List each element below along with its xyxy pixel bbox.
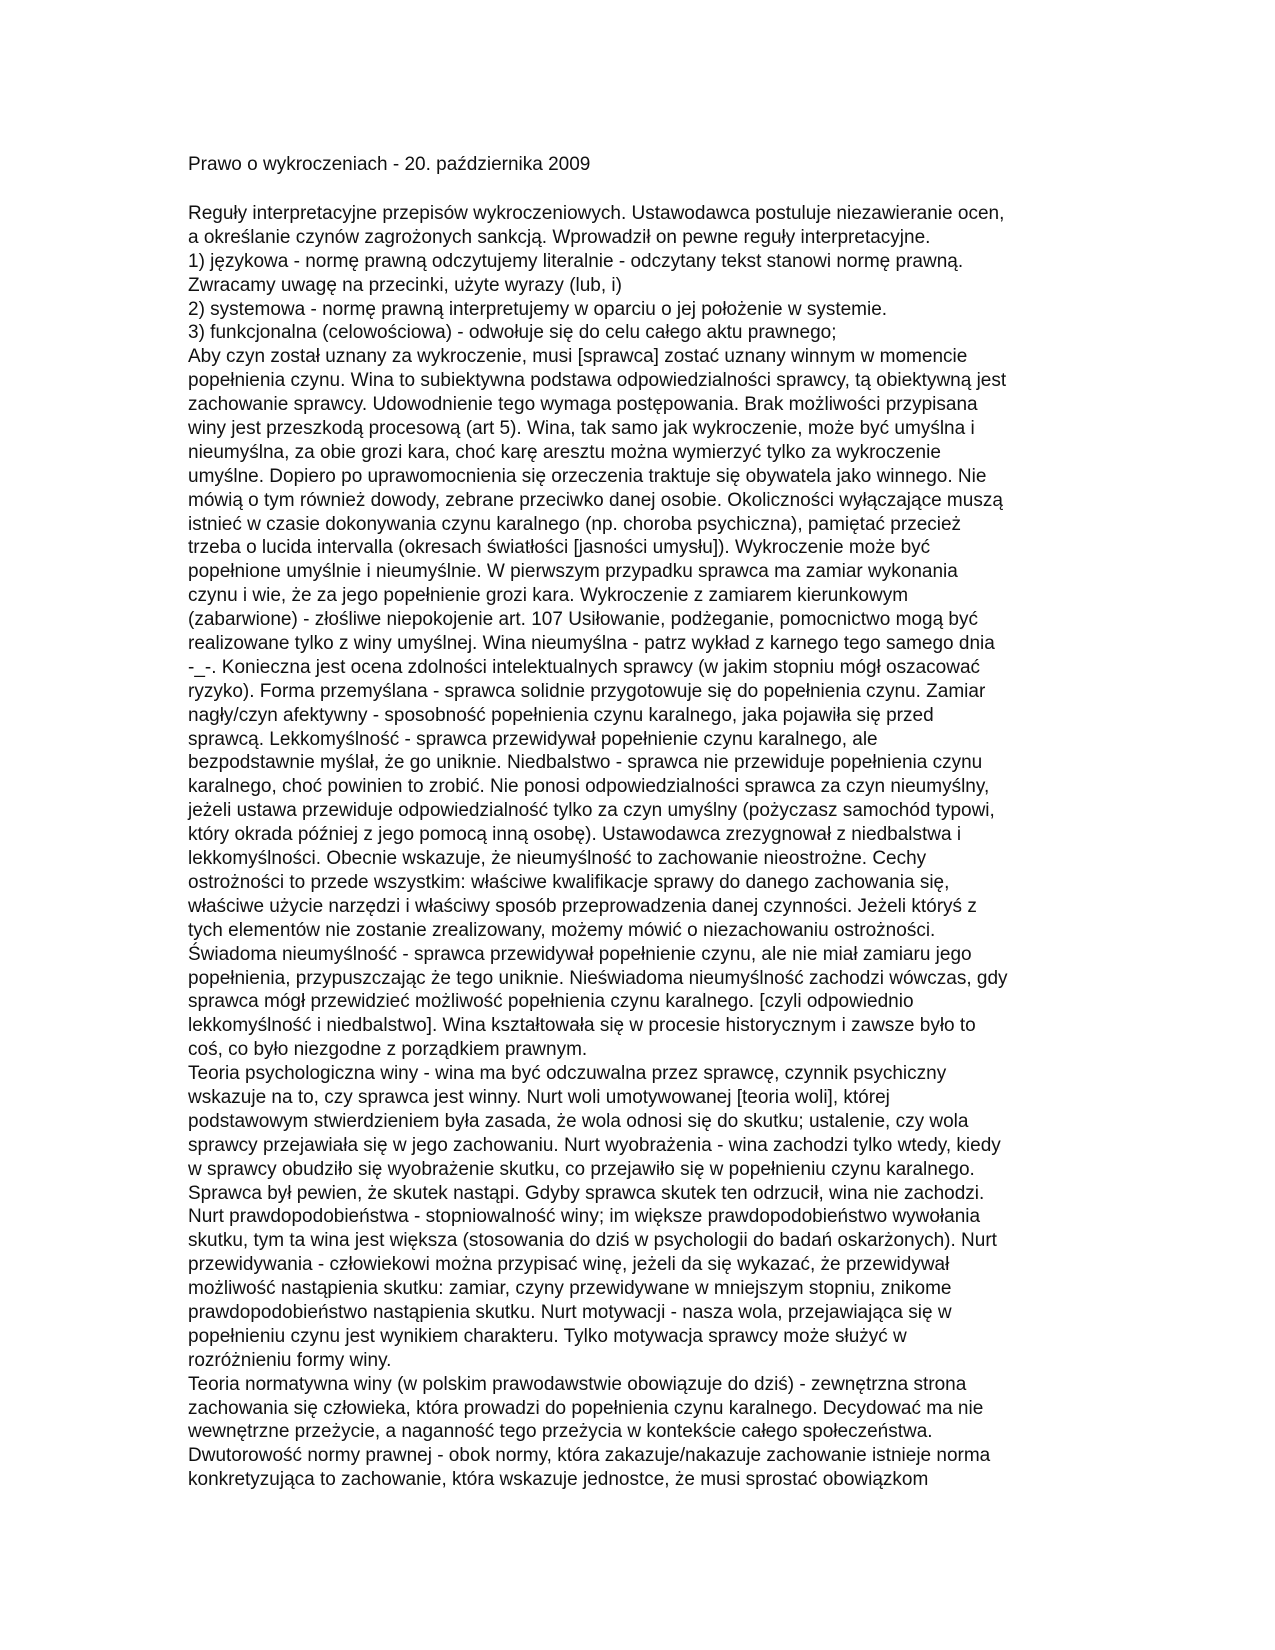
text-line: popełnienia, przypuszczając że tego uniknie. Nieświadoma nieumyślność zachodzi wówczas, gdy [188, 967, 1008, 989]
text-line: Zwracamy uwagę na przecinki, użyte wyrazy (lub, i) [188, 274, 622, 296]
text-line: właściwe użycie narzędzi i właściwy sposób przeprowadzenia danej czynności. Jeżeli któryś z [188, 895, 977, 917]
text-line: winy jest przeszkodą procesową (art 5). Wina, tak samo jak wykroczenie, może być umyślna i [188, 418, 975, 440]
text-line: podstawowym stwierdzieniem była zasada, że wola odnosi się do skutku; ustalenie, czy wola [188, 1110, 969, 1132]
text-line: 3) funkcjonalna (celowościowa) - odwołuje się do celu całego aktu prawnego; [188, 322, 837, 344]
text-line: który okrada później z jego pomocą inną osobę). Ustawodawca zrezygnował z niedbalstwa i [188, 824, 962, 846]
text-line: skutku, tym ta wina jest większa (stosowania do dziś w psychologii do badań oskarżonych). Nurt [188, 1230, 997, 1252]
text-line: przewidywania - człowiekowi można przypisać winę, jeżeli da się wykazać, że przewidywał [188, 1254, 950, 1276]
text-line: czynu i wie, że za jego popełnienie grozi kara. Wykroczenie z zamiarem kierunkowym [188, 585, 909, 607]
text-line: Nurt prawdopodobieństwa - stopniowalność winy; im większe prawdopodobieństwo wywołania [188, 1206, 981, 1228]
text-line: Reguły interpretacyjne przepisów wykroczeniowych. Ustawodawca postuluje niezawieranie ocen, [188, 203, 1005, 224]
text-line: zachowanie sprawcy. Udowodnienie tego wymaga postępowania. Brak możliwości przypisana [188, 394, 978, 416]
text-line: a określanie czynów zagrożonych sankcją. Wprowadził on pewne reguły interpretacyjne. [188, 226, 931, 248]
text-line: realizowane tylko z winy umyślnej. Wina nieumyślna - patrz wykład z karnego tego samego dnia [188, 633, 995, 655]
text-line: możliwość nastąpienia skutku: zamiar, czyny przewidywane w mniejszym stopniu, znikome [188, 1278, 952, 1300]
text-line: mówią o tym również dowody, zebrane przeciwko danej osobie. Okoliczności wyłączające muszą [188, 489, 1003, 511]
text-line: karalnego, choć powinien to zrobić. Nie ponosi odpowiedzialności sprawca za czyn nieumyślny, [188, 776, 990, 798]
document-body [188, 202, 1088, 1492]
text-line: Aby czyn został uznany za wykroczenie, musi [sprawca] zostać uznany winnym w momencie [188, 346, 968, 368]
text-line: -_-. Konieczna jest ocena zdolności intelektualnych sprawcy (w jakim stopniu mógł oszacować [188, 656, 981, 678]
text-line: trzeba o lucida intervalla (okresach światłości [jasności umysłu]). Wykroczenie może być [188, 537, 931, 559]
text-line: Teoria normatywna winy (w polskim prawodawstwie obowiązuje do dziś) - zewnętrzna strona [188, 1373, 967, 1395]
text-line: (zabarwione) - złośliwe niepokojenie art. 107 Usiłowanie, podżeganie, pomocnictwo mogą być [188, 609, 978, 631]
text-line: Teoria psychologiczna winy - wina ma być odczuwalna przez sprawcę, czynnik psychiczny [188, 1063, 947, 1085]
text-line: nagły/czyn afektywny - sposobność popełnienia czynu karalnego, jaka pojawiła się przed [188, 704, 934, 726]
text-line: wskazuje na to, czy sprawca jest winny. Nurt woli umotywowanej [teoria woli], której [188, 1086, 890, 1108]
text-line: lekkomyślności. Obecnie wskazuje, że nieumyślność to zachowanie nieostrożne. Cechy [188, 848, 927, 870]
text-line: Świadoma nieumyślność - sprawca przewidywał popełnienie czynu, ale nie miał zamiaru jego [188, 943, 972, 965]
text-line: ryzyko). Forma przemyślana - sprawca solidnie przygotowuje się do popełnienia czynu. Zamiar [188, 680, 986, 702]
text-line: nieumyślna, za obie grozi kara, choć karę aresztu można wymierzyć tylko za wykroczenie [188, 441, 941, 463]
text-line: 1) językowa - normę prawną odczytujemy literalnie - odczytany tekst stanowi normę prawną. [188, 250, 964, 272]
text-line: coś, co było niezgodne z porządkiem prawnym. [188, 1039, 588, 1061]
text-line: 2) systemowa - normę prawną interpretujemy w oparciu o jej położenie w systemie. [188, 298, 888, 320]
text-line: rozróżnieniu formy winy. [188, 1349, 392, 1371]
text-line: lekkomyślność i niedbalstwo]. Wina kształtowała się w procesie historycznym i zawsze było to [188, 1015, 976, 1037]
text-line: sprawca mógł przewidzieć możliwość popełnienia czynu karalnego. [czyli odpowiednio [188, 991, 914, 1013]
text-line: konkretyzująca to zachowanie, która wskazuje jednostce, że musi sprostać obowiązkom [188, 1469, 929, 1491]
text-line: tych elementów nie zostanie zrealizowany, możemy mówić o niezachowaniu ostrożności. [188, 919, 936, 941]
text-line: ostrożności to przede wszystkim: właściwe kwalifikacje sprawy do danego zachowania się, [188, 871, 950, 893]
text-line: w sprawcy obudziło się wyobrażenie skutku, co przejawiło się w popełnieniu czynu karalnego. [188, 1158, 975, 1180]
text-line: popełnieniu czynu jest wynikiem charakteru. Tylko motywacja sprawcy może służyć w [188, 1325, 907, 1347]
text-line: bezpodstawnie myślał, że go uniknie. Niedbalstwo - sprawca nie przewiduje popełnienia czynu [188, 752, 983, 774]
text-line: zachowania się człowieka, która prowadzi do popełnienia czynu karalnego. Decydować ma nie [188, 1397, 984, 1419]
text-line: istnieć w czasie dokonywania czynu karalnego (np. choroba psychiczna), pamiętać przecież [188, 513, 962, 535]
text-line: popełnione umyślnie i nieumyślnie. W pierwszym przypadku sprawca ma zamiar wykonania [188, 561, 958, 583]
text-line: umyślne. Dopiero po uprawomocnienia się orzeczenia traktuje się obywatela jako winnego. Nie [188, 465, 987, 487]
text-line: Sprawca był pewien, że skutek nastąpi. Gdyby sprawca skutek ten odrzucił, wina nie zachodzi. [188, 1182, 985, 1204]
text-line: Dwutorowość normy prawnej - obok normy, która zakazuje/nakazuje zachowanie istnieje norma [188, 1445, 991, 1467]
text-line: wewnętrzne przeżycie, a naganność tego przeżycia w kontekście całego społeczeństwa. [188, 1421, 933, 1443]
text-line: sprawcy przejawiała się w jego zachowaniu. Nurt wyobrażenia - wina zachodzi tylko wtedy, kiedy [188, 1134, 1001, 1156]
document-title: Prawo o wykroczeniach - 20. października 2009 [188, 154, 591, 175]
text-line: popełnienia czynu. Wina to subiektywna podstawa odpowiedzialności sprawcy, tą obiektywną jest [188, 370, 1007, 392]
text-line: sprawcą. Lekkomyślność - sprawca przewidywał popełnienie czynu karalnego, ale [188, 728, 878, 750]
text-line: prawdopodobieństwo nastąpienia skutku. Nurt motywacji - nasza wola, przejawiająca się w [188, 1301, 952, 1323]
text-line: jeżeli ustawa przewiduje odpowiedzialność tylko za czyn umyślny (pożyczasz samochód typowi, [188, 800, 995, 822]
